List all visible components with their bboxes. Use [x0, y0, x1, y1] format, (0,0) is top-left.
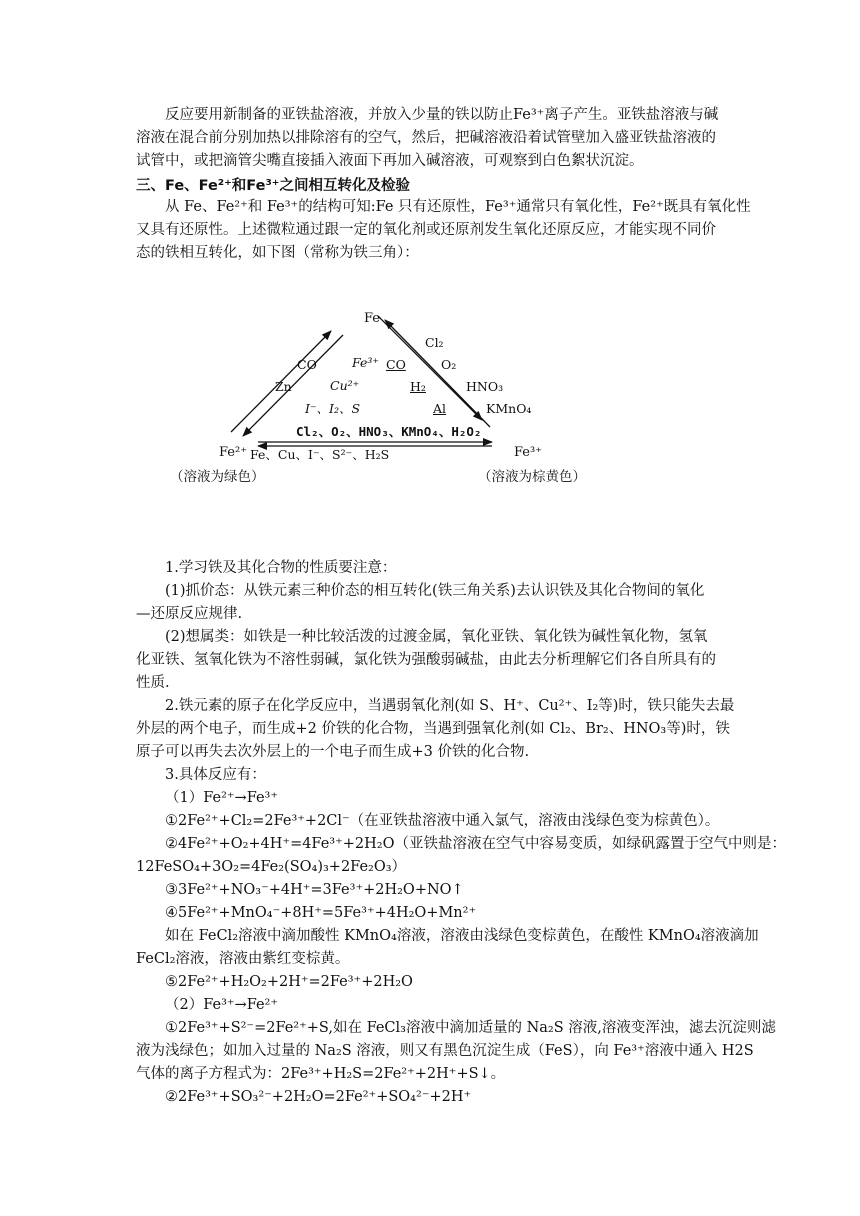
reaction-q1-line-3: 气体的离子方程式为：2Fe³⁺+H₂S=2Fe²⁺+2H⁺+S↓。 [136, 1066, 506, 1082]
reaction-5: ⑤2Fe²⁺+H₂O₂+2H⁺=2Fe³⁺+2H₂O [165, 974, 413, 990]
left-outer-label-co: CO [297, 357, 317, 372]
intro-line-1: 反应要用新制备的亚铁盐溶液，并放入少量的铁以防止Fe³⁺离子产生。亚铁盐溶液与碱 [165, 107, 719, 123]
note-2-line-2: 外层的两个电子，而生成+2 价铁的化合物，当遇到强氧化剂(如 Cl₂、Br₂、HNO₃等)时，铁 [136, 721, 730, 737]
intro-line-2: 溶液在混合前分别加热以排除溶有的空气，然后，把碱溶液沿着试管壁加入盛亚铁盐溶液的 [136, 130, 716, 146]
reaction-2-line-1: ②4Fe²⁺+O₂+4H⁺=4Fe³⁺+2H₂O（亚铁盐溶液在空气中容易变质，如绿矾露置于空气中则是： [165, 836, 786, 852]
left-inner-label-iodine-sulfur: I⁻、I₂、S [305, 401, 361, 416]
iron-triangle-diagram [0, 0, 860, 520]
right-outer-label-cl2: Cl₂ [425, 335, 444, 350]
right-inner-label-al: Al [433, 401, 447, 416]
note-2-line-1: 2.铁元素的原子在化学反应中，当遇弱氧化剂(如 S、H⁺、Cu²⁺、I₂等)时，铁只能失去最 [165, 698, 735, 714]
node-fe2: Fe²⁺ [219, 445, 248, 460]
reaction-2-line-2: 12FeSO₄+3O₂=4Fe₂(SO₄)₃+2Fe₂O₃） [136, 859, 407, 875]
bottom-reductants-label: Fe、Cu、I⁻、S²⁻、H₂S [250, 447, 390, 462]
right-inner-label-h2: H₂ [410, 379, 426, 394]
note-1: 1.学习铁及其化合物的性质要注意： [165, 560, 397, 576]
reaction-3: ③3Fe²⁺+NO₃⁻+4H⁺=3Fe³⁺+2H₂O+NO↑ [165, 882, 464, 898]
reaction-q1-line-2: 液为浅绿色；如加入过量的 Na₂S 溶液，则又有黑色沉淀生成（FeS），向 Fe³⁺溶液中通入 H2S [136, 1043, 754, 1059]
section-p1-line-3: 态的铁相互转化，如下图（常称为铁三角）： [136, 245, 419, 261]
section-heading: 三、Fe、Fe²⁺和Fe³⁺之间相互转化及检验 [136, 178, 410, 194]
reaction-4-note-line-1: 如在 FeCl₂溶液中滴加酸性 KMnO₄溶液，溶液由浅绿色变棕黄色，在酸性 KMnO₄溶液滴加 [165, 928, 759, 944]
reaction-4: ④5Fe²⁺+MnO₄⁻+8H⁺=5Fe³⁺+4H₂O+Mn²⁺ [165, 905, 477, 921]
section-p1-line-2: 又具有还原性。上述微粒通过跟一定的氧化剂或还原剂发生氧化还原反应，才能实现不同价 [136, 222, 716, 238]
fe2-solution-note: （溶液为绿色） [170, 469, 265, 485]
arrow-fe-to-fe2 [243, 335, 343, 436]
left-outer-label-zn: Zn [275, 379, 292, 394]
note-2-line-3: 原子可以再失去次外层上的一个电子而生成+3 价铁的化合物. [136, 744, 530, 760]
intro-line-3: 试管中，或把滴管尖嘴直接插入液面下再加入碱溶液，可观察到白色絮状沉淀。 [136, 153, 644, 169]
fe3-solution-note: （溶液为棕黄色） [478, 469, 586, 485]
node-fe3: Fe³⁺ [514, 445, 543, 460]
section-p1-line-1: 从 Fe、Fe²⁺和 Fe³⁺的结构可知:Fe 只有还原性，Fe³⁺通常只有氧化性，Fe²⁺既具有氧化性 [165, 199, 751, 215]
right-inner-label-co: CO [386, 357, 406, 372]
note-3: 3.具体反应有： [165, 767, 266, 783]
note-1a-line-1: (1)抓价态：从铁元素三种价态的相互转化(铁三角关系)去认识铁及其化合物间的氧化 [165, 583, 705, 599]
note-1b-line-3: 性质. [136, 675, 170, 691]
right-outer-label-hno3: HNO₃ [466, 379, 504, 394]
reaction-4-note-line-2: FeCl₂溶液，溶液由紫红变棕黄。 [136, 951, 350, 967]
bottom-oxidants-label: Cl₂、O₂、HNO₃、KMnO₄、H₂O₂ [296, 424, 482, 439]
reaction-1: ①2Fe²⁺+Cl₂=2Fe³⁺+2Cl⁻（在亚铁盐溶液中通入氯气，溶液由浅绿色变为棕黄色）。 [165, 813, 720, 829]
subsection-2: （2）Fe³⁺→Fe²⁺ [165, 997, 279, 1013]
note-1b-line-1: (2)想属类：如铁是一种比较活泼的过渡金属，氧化亚铁、氧化铁为碱性氧化物，氢氧 [165, 629, 708, 645]
left-inner-label-fe3: Fe³⁺ [352, 355, 379, 370]
right-outer-label-o2: O₂ [441, 357, 457, 372]
note-1a-line-2: —还原反应规律. [136, 606, 243, 622]
left-inner-label-cu2: Cu²⁺ [330, 378, 360, 393]
reaction-q2: ②2Fe³⁺+SO₃²⁻+2H₂O=2Fe²⁺+SO₄²⁻+2H⁺ [165, 1089, 472, 1105]
node-fe: Fe [364, 311, 381, 326]
note-1b-line-2: 化亚铁、氢氧化铁为不溶性弱碱，氯化铁为强酸弱碱盐，由此去分析理解它们各自所具有的 [136, 652, 716, 668]
reaction-q1-line-1: ①2Fe³⁺+S²⁻=2Fe²⁺+S,如在 FeCl₃溶液中滴加适量的 Na₂S 溶液,溶液变浑浊，滤去沉淀则滤 [165, 1020, 776, 1036]
right-outer-label-kmno4: KMnO₄ [486, 401, 532, 416]
subsection-1: （1）Fe²⁺→Fe³⁺ [165, 790, 279, 806]
